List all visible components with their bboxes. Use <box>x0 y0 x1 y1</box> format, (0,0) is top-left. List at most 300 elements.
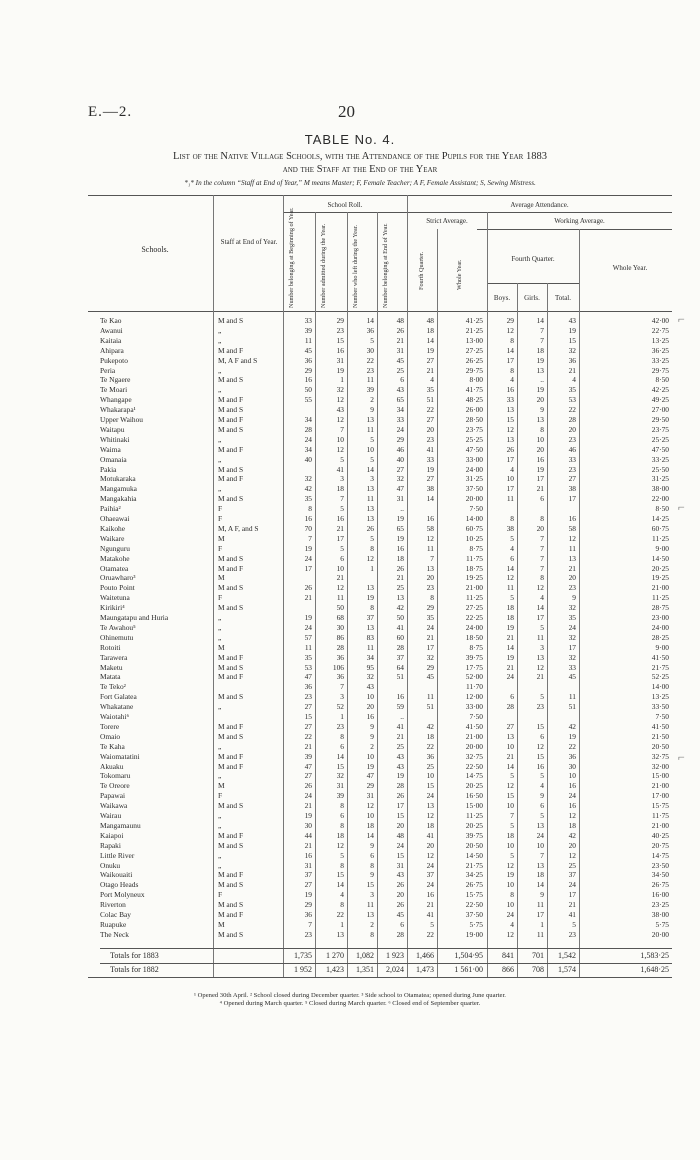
table-row <box>0 643 700 653</box>
cell-roll-admitted: 86 <box>336 632 344 642</box>
cell-staff: F <box>218 504 223 514</box>
cell-strict-fourth-quarter: 35 <box>426 613 434 622</box>
cell-roll-left: 2 <box>370 741 374 751</box>
cell-school: Ahipara <box>100 345 124 355</box>
cell-girls: 10 <box>536 840 544 850</box>
cell-roll-admitted: 39 <box>336 791 344 801</box>
cell-strict-whole-year: 26·25 <box>465 355 483 365</box>
cell-strict-whole-year: 11·75 <box>466 553 483 563</box>
legend-note: *₁* In the column “Staff at End of Year,” M means Master; F, Female Teacher; A F, Female Assistant; S, Sewing Mistress. <box>184 179 536 187</box>
cell-strict-whole-year: 31·25 <box>465 474 483 484</box>
cell-girls: 13 <box>536 860 544 870</box>
cell-girls: 8 <box>540 573 544 583</box>
cell-roll-end: 50 <box>396 613 404 622</box>
page-number: 20 <box>338 102 355 121</box>
cell-roll-admitted: 12 <box>336 415 344 424</box>
cell-roll-beginning: 23 <box>304 929 312 939</box>
cell-school: Kaikohe <box>100 523 126 533</box>
cell-school: Peria <box>100 365 116 375</box>
cell-roll-left: 10 <box>366 811 374 820</box>
table-row <box>0 544 700 554</box>
cell-school: Rapaki <box>100 840 121 850</box>
margin-mark: ⌐ <box>678 500 685 514</box>
header-bottom-rule <box>88 311 672 312</box>
cell-staff: M and S <box>218 553 244 563</box>
cell-boys: 26 <box>506 444 514 454</box>
page-reference: E.—2. <box>88 104 133 120</box>
cell-whole-year: 15·75 <box>651 801 669 811</box>
subtitle-line-1: List of the Native Village Schools, with the Attendance of the Pupils for the Year 1883 <box>173 151 547 162</box>
cell-whole-year: 23·50 <box>651 860 669 870</box>
cell-girls: 1 <box>540 919 544 929</box>
cell-boys: 21 <box>506 632 514 642</box>
table-row <box>0 385 700 395</box>
cell-girls: 8 <box>540 514 544 523</box>
cell-roll-beginning: 30 <box>304 820 312 830</box>
cell-total: 37 <box>568 870 576 880</box>
cell-school: Pakia <box>100 464 117 474</box>
header-top-rule <box>88 195 672 196</box>
table-row <box>0 623 700 633</box>
cell-roll-beginning: 27 <box>304 880 312 890</box>
cell-total: 36 <box>568 355 576 365</box>
header-roll-beginning: Number belonging at Beginning of Year. <box>288 207 295 308</box>
cell-boys: 8 <box>510 335 514 345</box>
cell-girls: 7 <box>540 325 544 335</box>
cell-staff: M and F <box>218 761 244 771</box>
cell-school: Maungatapu and Huria <box>100 613 169 622</box>
cell-total: 33 <box>568 454 576 464</box>
cell-strict-fourth-quarter: 12 <box>426 850 434 860</box>
table-row <box>0 395 700 405</box>
cell-girls: 7 <box>540 850 544 860</box>
cell-roll-beginning: 11 <box>304 335 312 345</box>
cell-strict-whole-year: 17·75 <box>465 662 483 672</box>
cell-strict-whole-year: 47·50 <box>465 444 483 454</box>
cell-roll-end: 41 <box>396 721 404 731</box>
cell-staff: M and F <box>218 444 244 454</box>
cell-roll-end: 51 <box>396 672 404 682</box>
cell-whole-year: 14·25 <box>651 514 669 523</box>
cell-roll-beginning: 57 <box>304 632 312 642</box>
cell-school: Te Awahou⁵ <box>100 622 136 632</box>
cell-whole-year: 20·75 <box>651 840 669 850</box>
cell-whole-year: 32·00 <box>651 761 669 771</box>
cell-roll-admitted: 5 <box>340 543 344 553</box>
cell-roll-left: 6 <box>370 850 374 860</box>
cell-total: 19 <box>568 325 576 335</box>
cell-roll-end: 43 <box>396 751 404 761</box>
cell-whole-year: 9·00 <box>655 642 669 652</box>
cell-boys: 24 <box>506 672 514 682</box>
cell-roll-admitted: 7 <box>340 494 344 504</box>
cell-whole-year: 17·00 <box>651 791 669 801</box>
table-row <box>0 366 700 376</box>
cell-strict-fourth-quarter: 41 <box>426 830 434 840</box>
cell-strict-whole-year: 22·50 <box>465 761 483 771</box>
cell-staff: „ <box>218 613 222 622</box>
cell-girls: 6 <box>540 731 544 741</box>
cell-roll-end: 19 <box>396 514 404 523</box>
cell-roll-end: 43 <box>396 385 404 395</box>
cell-roll-left: 13 <box>366 484 374 494</box>
cell-school: Te Ngaere <box>100 375 131 385</box>
cell-roll-end: 21 <box>396 335 404 345</box>
cell-strict-whole-year: 20·25 <box>465 820 483 830</box>
totals-total: 1,574 <box>558 965 576 974</box>
cell-roll-end: 41 <box>396 622 404 632</box>
cell-roll-end: 28 <box>396 642 404 652</box>
cell-staff: „ <box>218 820 222 830</box>
cell-school: Waitetuna <box>100 593 130 603</box>
cell-staff: F <box>218 543 223 553</box>
cell-strict-fourth-quarter: 13 <box>426 801 434 811</box>
cell-staff: M and F <box>218 870 244 880</box>
totals-1883-row <box>0 949 700 963</box>
cell-total: 32 <box>568 632 576 642</box>
cell-roll-beginning: 24 <box>304 622 312 632</box>
cell-staff: „ <box>218 454 222 464</box>
cell-strict-fourth-quarter: 20 <box>426 424 434 434</box>
table-title: TABLE No. 4. <box>304 132 396 147</box>
cell-strict-fourth-quarter: 16 <box>426 514 434 523</box>
cell-roll-beginning: 32 <box>304 474 312 484</box>
cell-total: 30 <box>568 761 576 771</box>
cell-roll-beginning: 7 <box>308 919 312 929</box>
cell-boys: 16 <box>506 385 514 395</box>
cell-boys: 14 <box>506 642 514 652</box>
cell-roll-end: 17 <box>396 801 404 811</box>
table-row <box>0 692 700 702</box>
cell-strict-whole-year: 33·00 <box>465 702 483 712</box>
cell-staff: M <box>218 919 225 929</box>
cell-whole-year: 23·75 <box>651 424 669 434</box>
header-total: Total. <box>554 294 572 302</box>
cell-roll-beginning: 70 <box>304 523 312 533</box>
cell-whole-year: 49·25 <box>651 395 669 405</box>
cell-girls: 6 <box>540 494 544 504</box>
cell-roll-end: 26 <box>396 563 404 573</box>
cell-staff: „ <box>218 335 222 345</box>
footnotes-line-1: ¹ Opened 30th April. ² School closed during December quarter. ³ Side school to Otamatea; opened during June quarter. <box>194 992 506 999</box>
cell-strict-whole-year: 8·00 <box>469 375 483 385</box>
cell-roll-end: 31 <box>396 345 404 355</box>
table-row <box>0 771 700 781</box>
table-row <box>0 465 700 475</box>
cell-boys: 6 <box>510 692 514 702</box>
table-row <box>0 474 700 484</box>
cell-staff: „ <box>218 771 222 781</box>
cell-strict-fourth-quarter: 27 <box>426 415 434 424</box>
cell-whole-year: 42·25 <box>651 385 669 395</box>
cell-staff: M and F <box>218 721 244 731</box>
cell-strict-fourth-quarter: 19 <box>426 464 434 474</box>
cell-roll-end: 25 <box>396 365 404 375</box>
cell-roll-admitted: 15 <box>336 335 344 345</box>
cell-boys: 15 <box>506 415 514 424</box>
cell-roll-left: 36 <box>366 325 374 335</box>
table-row <box>0 415 700 425</box>
cell-total: 20 <box>568 573 576 583</box>
cell-strict-fourth-quarter: 27 <box>426 355 434 365</box>
cell-strict-fourth-quarter: 51 <box>426 395 434 405</box>
cell-total: 18 <box>568 820 576 830</box>
cell-boys: 8 <box>510 365 514 375</box>
cell-staff: M and S <box>218 424 244 434</box>
cell-total: 32 <box>568 652 576 662</box>
cell-school: Kirikiri⁴ <box>100 603 125 613</box>
cell-school: Matata <box>100 672 121 682</box>
cell-school: Mangamuka <box>100 484 137 494</box>
cell-whole-year: 14·75 <box>651 850 669 860</box>
cell-roll-admitted: 12 <box>336 840 344 850</box>
table-row <box>0 811 700 821</box>
table-row <box>0 791 700 801</box>
table-row <box>0 375 700 385</box>
cell-whole-year: 41·50 <box>651 652 669 662</box>
cell-staff: M and S <box>218 375 244 385</box>
cell-girls: 7 <box>540 563 544 573</box>
cell-roll-admitted: 8 <box>340 820 344 830</box>
cell-total: 35 <box>568 385 576 395</box>
cell-boys: 10 <box>506 741 514 751</box>
cell-roll-admitted: 21 <box>336 573 344 583</box>
table-row <box>0 554 700 564</box>
cell-roll-left: 11 <box>366 375 374 385</box>
cell-roll-admitted: 32 <box>336 385 344 395</box>
cell-roll-beginning: 45 <box>304 345 312 355</box>
cell-strict-whole-year: 11·25 <box>466 811 483 820</box>
cell-staff: „ <box>218 365 222 375</box>
cell-strict-whole-year: 11·70 <box>466 682 483 692</box>
cell-strict-fourth-quarter: 22 <box>426 741 434 751</box>
cell-girls: 5 <box>540 692 544 702</box>
cell-roll-admitted: 15 <box>336 761 344 771</box>
cell-school: Motukaraka <box>100 474 136 484</box>
cell-total: 19 <box>568 731 576 741</box>
cell-total: 9 <box>572 593 576 603</box>
table-row <box>0 455 700 465</box>
table-row <box>0 781 700 791</box>
cell-boys: 10 <box>506 880 514 890</box>
cell-strict-fourth-quarter: 51 <box>426 702 434 712</box>
cell-staff: M and F <box>218 910 244 919</box>
table-row <box>0 494 700 504</box>
cell-boys: 12 <box>506 781 514 791</box>
cell-strict-whole-year: 15·00 <box>465 801 483 811</box>
cell-strict-whole-year: 24·00 <box>465 622 483 632</box>
cell-strict-whole-year: 5·75 <box>469 919 483 929</box>
cell-roll-admitted: 41 <box>336 464 344 474</box>
cell-roll-admitted: 1 <box>340 919 344 929</box>
cell-school: Wairau <box>100 811 122 820</box>
cell-staff: M and S <box>218 880 244 890</box>
cell-roll-left: 18 <box>366 820 374 830</box>
cell-whole-year: 20·50 <box>651 741 669 751</box>
cell-whole-year: 29·75 <box>651 365 669 375</box>
cell-school: Mangakahia <box>100 494 137 504</box>
cell-total: 35 <box>568 613 576 622</box>
cell-girls: 15 <box>536 721 544 731</box>
cell-staff: M and S <box>218 840 244 850</box>
cell-school: Port Molyneux <box>100 890 145 900</box>
cell-roll-end: 19 <box>396 771 404 781</box>
cell-girls: 23 <box>536 702 544 712</box>
cell-school: The Neck <box>100 929 129 939</box>
cell-strict-whole-year: 20·50 <box>465 840 483 850</box>
cell-strict-whole-year: 41·25 <box>465 316 483 325</box>
cell-whole-year: 16·00 <box>651 890 669 900</box>
cell-whole-year: 33·25 <box>651 355 669 365</box>
cell-total: 24 <box>568 622 576 632</box>
cell-school: Awanui <box>100 325 123 335</box>
totals-label: Totals for 1883 <box>110 951 159 960</box>
cell-total: 23 <box>568 929 576 939</box>
cell-roll-end: 29 <box>396 434 404 444</box>
cell-school: Kaitaia <box>100 335 122 345</box>
header-school-roll: School Roll. <box>327 201 363 209</box>
cell-school: Ohinemutu <box>100 632 134 642</box>
cell-total: 51 <box>568 702 576 712</box>
cell-school: Upper Waihou <box>100 415 143 424</box>
cell-roll-beginning: 34 <box>304 415 312 424</box>
table-row <box>0 801 700 811</box>
cell-roll-end: 21 <box>396 731 404 741</box>
cell-girls: 7 <box>540 543 544 553</box>
cell-roll-left: 13 <box>366 514 374 523</box>
cell-school: Waikouaiti <box>100 870 133 880</box>
table-row <box>0 890 700 900</box>
cell-girls: 14 <box>536 603 544 613</box>
cell-girls: 17 <box>536 613 544 622</box>
cell-strict-whole-year: 26·00 <box>465 405 483 415</box>
cell-total: 24 <box>568 880 576 890</box>
cell-school: Tarawera <box>100 652 128 662</box>
cell-strict-fourth-quarter: 12 <box>426 811 434 820</box>
cell-boys: 17 <box>506 484 514 494</box>
totals-bottom-rule <box>88 977 672 978</box>
totals-roll-admitted: 1,423 <box>326 965 344 974</box>
cell-strict-fourth-quarter: 20 <box>426 840 434 850</box>
cell-girls: 19 <box>536 385 544 395</box>
cell-strict-whole-year: 21·00 <box>465 583 483 593</box>
cell-boys: 27 <box>506 721 514 731</box>
totals-whole-year: 1,648·25 <box>640 965 669 974</box>
cell-roll-end: 26 <box>396 325 404 335</box>
cell-roll-left: 16 <box>366 712 374 721</box>
cell-roll-admitted: 15 <box>336 870 344 880</box>
cell-strict-fourth-quarter: 10 <box>426 771 434 781</box>
cell-school: Torere <box>100 721 120 731</box>
cell-strict-fourth-quarter: 19 <box>426 345 434 355</box>
cell-whole-year: 34·50 <box>651 870 669 880</box>
header-strict-fourth-quarter: Fourth Quarter. <box>418 251 425 290</box>
cell-strict-fourth-quarter: 29 <box>426 603 434 613</box>
cell-staff: M, A F and S <box>218 355 258 365</box>
table-row <box>0 603 700 613</box>
cell-staff: M and F <box>218 751 244 761</box>
cell-roll-end: 65 <box>396 523 404 533</box>
cell-roll-admitted: 14 <box>336 880 344 890</box>
cell-whole-year: 21·50 <box>651 731 669 741</box>
table-row <box>0 633 700 643</box>
totals-label: Totals for 1882 <box>110 965 159 974</box>
cell-staff: „ <box>218 385 222 395</box>
table-row <box>0 663 700 673</box>
cell-school: Ohaeawai <box>100 514 130 523</box>
cell-girls: 19 <box>536 355 544 365</box>
cell-boys: 10 <box>506 801 514 811</box>
cell-roll-left: 9 <box>370 840 374 850</box>
cell-roll-admitted: 106 <box>332 662 344 672</box>
cell-boys: 28 <box>506 702 514 712</box>
cell-boys: 18 <box>506 603 514 613</box>
cell-staff: M and S <box>218 464 244 474</box>
cell-whole-year: 25·50 <box>651 464 669 474</box>
cell-roll-admitted: 23 <box>336 721 344 731</box>
cell-roll-left: 3 <box>370 890 374 900</box>
cell-strict-whole-year: 11·25 <box>466 593 483 603</box>
cell-roll-left: 95 <box>366 662 374 672</box>
cell-total: 28 <box>568 415 576 424</box>
totals-boys: 866 <box>502 965 514 974</box>
cell-strict-fourth-quarter: 42 <box>426 721 434 731</box>
cell-whole-year: 20·00 <box>651 929 669 939</box>
cell-girls: 18 <box>536 870 544 880</box>
cell-roll-admitted: 16 <box>336 514 344 523</box>
header-fourth-quarter: Fourth Quarter. <box>511 255 555 263</box>
cell-roll-left: 37 <box>366 613 374 622</box>
cell-boys: 5 <box>510 593 514 603</box>
cell-school: Waikare <box>100 533 125 543</box>
cell-strict-fourth-quarter: 38 <box>426 484 434 494</box>
cell-whole-year: 32·75 <box>651 751 669 761</box>
cell-total: 23 <box>568 434 576 444</box>
cell-strict-fourth-quarter: 18 <box>426 325 434 335</box>
cell-boys: 12 <box>506 424 514 434</box>
cell-whole-year: 8·50 <box>655 375 669 385</box>
cell-total: 23 <box>568 464 576 474</box>
cell-roll-end: 6 <box>400 919 404 929</box>
cell-girls: 5 <box>540 622 544 632</box>
cell-roll-left: 23 <box>366 365 374 375</box>
cell-school: Pukepoto <box>100 355 128 365</box>
cell-school: Te Oreore <box>100 781 130 791</box>
cell-roll-end: 15 <box>396 850 404 860</box>
cell-roll-beginning: 35 <box>304 652 312 662</box>
cell-whole-year: 26·75 <box>651 880 669 890</box>
totals-boys: 841 <box>502 951 514 960</box>
totals-1882-row <box>0 963 700 977</box>
cell-roll-left: 34 <box>366 652 374 662</box>
cell-girls: 20 <box>536 395 544 405</box>
cell-girls: 16 <box>536 761 544 771</box>
cell-roll-beginning: 23 <box>304 692 312 702</box>
cell-roll-beginning: 29 <box>304 900 312 910</box>
cell-total: 33 <box>568 662 576 672</box>
cell-strict-fourth-quarter: 23 <box>426 583 434 593</box>
cell-strict-fourth-quarter: 22 <box>426 405 434 415</box>
cell-roll-left: 5 <box>370 533 374 543</box>
cell-total: 41 <box>568 910 576 919</box>
header-boys: Boys. <box>493 294 511 302</box>
cell-total: 32 <box>568 345 576 355</box>
cell-whole-year: 27·00 <box>651 405 669 415</box>
cell-boys: 14 <box>506 345 514 355</box>
cell-roll-admitted: 8 <box>340 801 344 811</box>
cell-strict-whole-year: 27·25 <box>465 345 483 355</box>
cell-staff: M, A F, and S <box>218 523 259 533</box>
